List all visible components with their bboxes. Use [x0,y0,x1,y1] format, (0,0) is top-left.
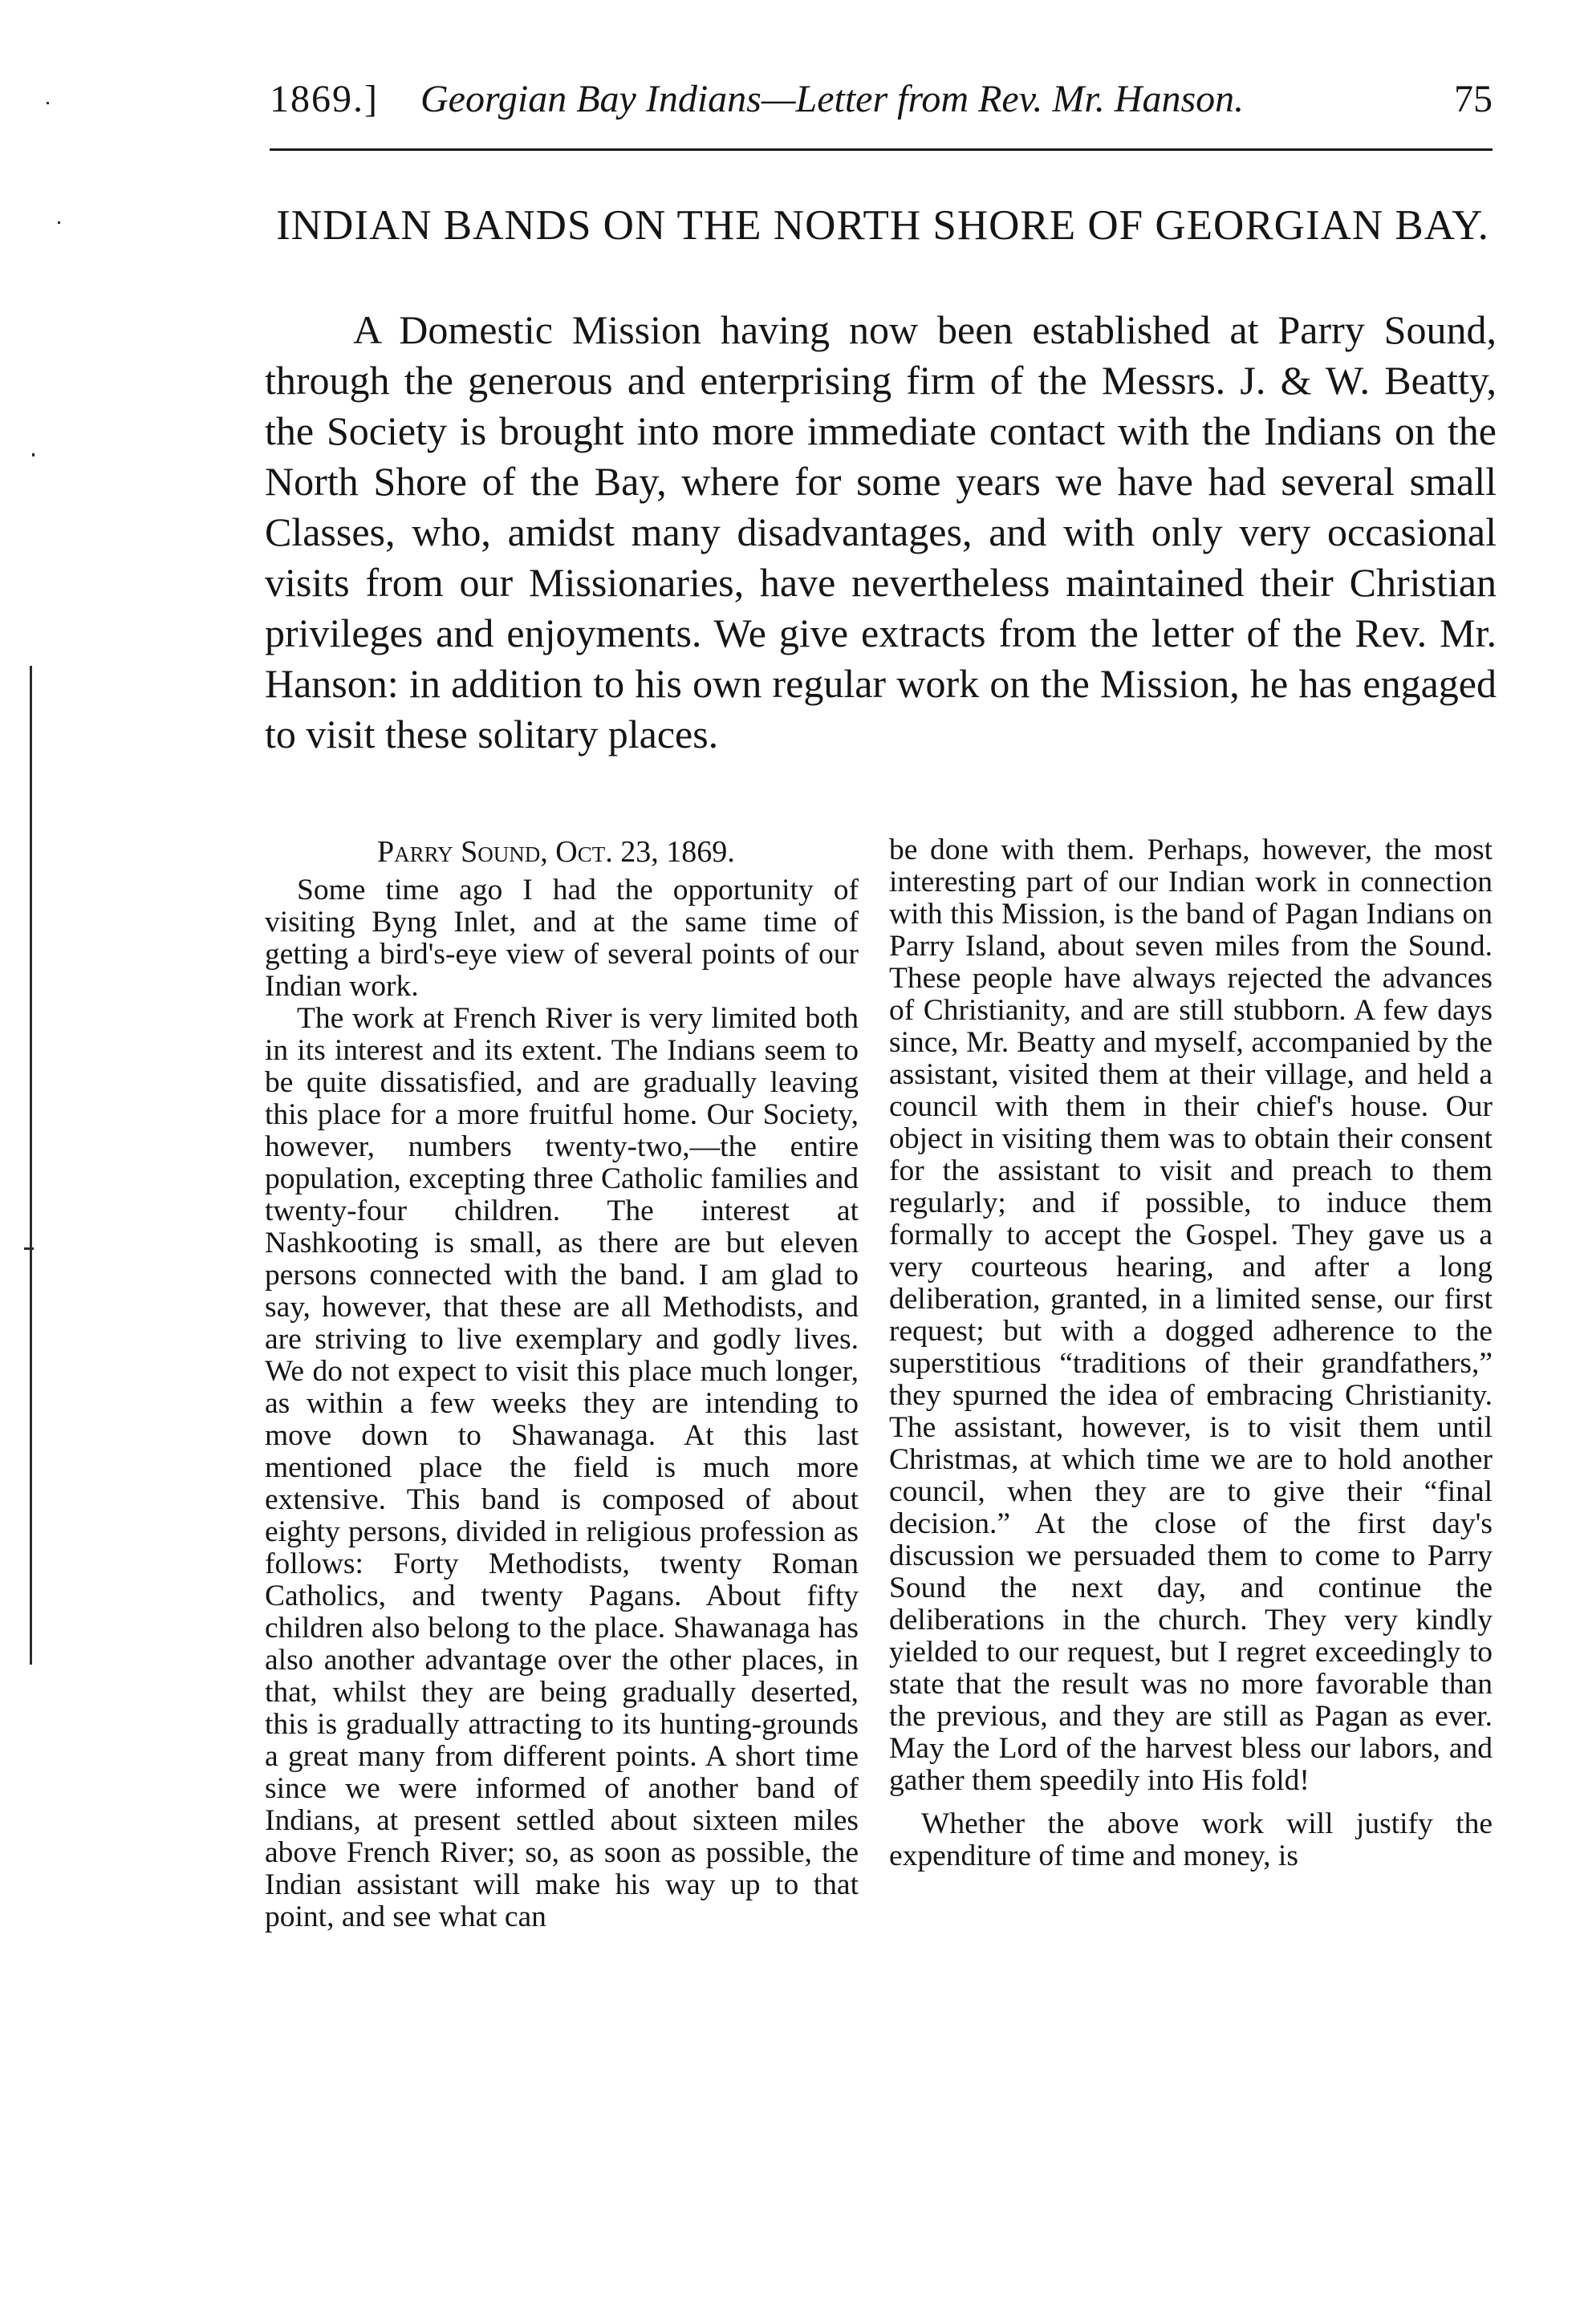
letter-paragraph: Whether the above work will justify the expenditure of time and money, is [889,1807,1493,1872]
page-number: 75 [1454,78,1493,120]
right-column [889,834,1493,1872]
article-title: INDIAN BANDS ON THE NORTH SHORE OF GEORGIAN BAY. [276,202,1489,249]
paragraph-gap [889,1797,1493,1808]
header-rule [270,148,1493,151]
header-year: 1869.] [270,78,379,120]
letter-paragraph: be done with them. Perhaps, however, the most interesting part of our Indian work in connection with this Mission, is the band of Pagan Indians on Parry Island, about seven miles from the Sound. These people have always rejected the advances of Christianity, and are still stubborn. A few days since, Mr. Beatty and myself, accompanied by the assistant, visited them at their village, and held a council with them in their chief's house. Our object in visiting them was to obtain their consent for the assistant to visit and preach to them regularly; and if possible, to induce them formally to accept the Gospel. They gave us a very courteous hearing, and after a long deliberation, granted, in a limited sense, our first request; but with a dogged adherence to the superstitious “traditions of their grandfathers,” they spurned the idea of embracing Christianity. The assistant, however, is to visit them until Christmas, at which time we are to hold another council, when they are to give their “final decision.” At the close of the first day's discussion we persuaded them to come to Parry Sound the next day, and continue the deliberations in the church. They very kindly yielded to our request, but I regret exceedingly to state that the result was no more favorable than the previous, and they are still as Pagan as ever. May the Lord of the harvest bless our labors, and gather them speedily into His fold! [889,833,1493,1797]
margin-mark [47,102,49,104]
margin-line [30,666,32,1665]
margin-mark [32,453,35,456]
letter-dateline: Parry Sound, Oct. 23, 1869. [377,835,735,869]
header-title: Georgian Bay Indians—Letter from Rev. Mr. Hanson. [420,78,1245,120]
letter-paragraph: Some time ago I had the opportunity of visiting Byng Inlet, and at the same time of getting a bird's-eye view of several points of our Indian work. [265,874,859,1003]
margin-mark [58,221,60,224]
left-column [265,834,859,1933]
letter-paragraph: The work at French River is very limited both in its interest and its extent. The Indians seem to be quite dissatisfied, and are gradually leaving this place for a more fruitful home. Our Society, however, numbers twenty-two,—the entire population, excepting three Catholic families and twenty-four children. The interest at Nashkooting is small, as there are but eleven persons connected with the band. I am glad to say, however, that these are all Methodists, and are striving to live exemplary and godly lives. We do not expect to visit this place much longer, as within a few weeks they are intending to move down to Shawanaga. At this last mentioned place the field is much more extensive. This band is composed of about eighty persons, divided in religious profession as follows: Forty Methodists, twenty Roman Catholics, and twenty Pagans. About fifty children also belong to the place. Shawanaga has also another advantage over the other places, in that, whilst they are being gradually deserted, this is gradually attracting to its hunting-grounds a great many from different points. A short time since we were informed of another band of Indians, at present settled about sixteen miles above French River; so, as soon as possible, the Indian assistant will make his way up to that point, and see what can [265,1002,859,1933]
margin-mark [24,1247,34,1250]
intro-paragraph: A Domestic Mission having now been established at Parry Sound, through the generous and enterprising firm of the Messrs. J. & W. Beatty, the Society is brought into more immediate contact with the Indians on the North Shore of the Bay, where for some years we have had several small Classes, who, amidst many disadvantages, and with only very occasional visits from our Missionaries, have nevertheless maintained their Christian privileges and enjoyments. We give extracts from the letter of the Rev. Mr. Hanson: in addition to his own regular work on the Mission, he has engaged to visit these solitary places. [265,307,1497,756]
running-header [270,77,1493,133]
